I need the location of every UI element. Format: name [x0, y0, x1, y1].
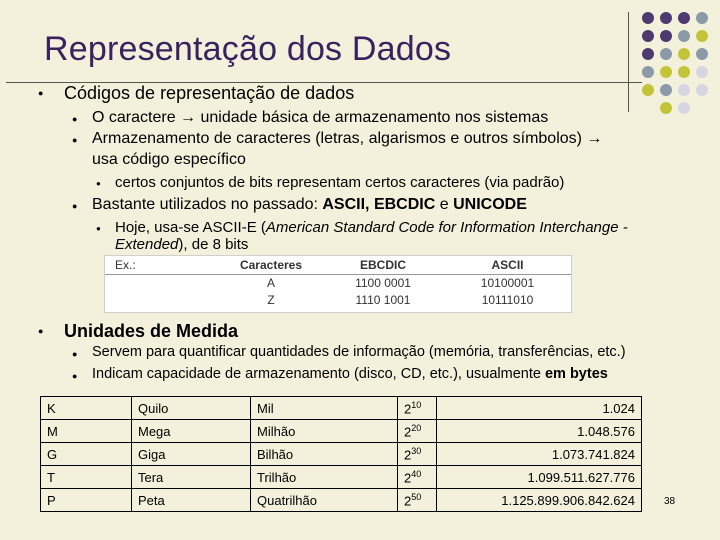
slide-title: Representação dos Dados	[44, 30, 452, 68]
unit-word: Milhão	[251, 420, 398, 443]
bullet-dot-icon: ●	[72, 201, 78, 211]
bit-sets-text: certos conjuntos de bits representam certos caracteres (via padrão)	[115, 174, 565, 191]
dot	[660, 66, 672, 78]
unit-prefix: Giga	[132, 443, 251, 466]
bullet-dot-icon: ●	[38, 326, 44, 336]
units-purpose-text: Servem para quantificar quantidades de informação (memória, transferências, etc.)	[92, 344, 626, 360]
table-row	[41, 466, 642, 489]
dot	[678, 30, 690, 42]
example-encoding-table	[104, 255, 572, 313]
example-header: EBCDIC	[322, 256, 444, 274]
dot	[660, 48, 672, 60]
table-row	[41, 397, 642, 420]
units-table	[40, 396, 642, 512]
today-suffix: ), de 8 bits	[178, 236, 249, 253]
dot	[660, 102, 672, 114]
dot	[696, 84, 708, 96]
char-storage-text-2: usa código específico	[92, 151, 246, 168]
table-row	[41, 489, 642, 512]
today-line-1	[115, 219, 628, 236]
example-label: Ex.:	[105, 256, 220, 274]
table-row	[41, 420, 642, 443]
unit-symbol: M	[41, 420, 132, 443]
dot	[696, 12, 708, 24]
dot	[678, 12, 690, 24]
dot	[642, 66, 654, 78]
unit-symbol: T	[41, 466, 132, 489]
units-capacity-bold: em bytes	[544, 366, 608, 382]
unit-power: $2^{40}$	[398, 466, 437, 489]
dot	[642, 48, 654, 60]
dot	[660, 12, 672, 24]
dot	[660, 84, 672, 96]
unit-word: Mil	[251, 397, 398, 420]
unit-value: 1.099.511.627.776	[437, 466, 642, 489]
example-cell: Z	[267, 292, 275, 307]
unit-value: 1.073.741.824	[437, 443, 642, 466]
dot	[696, 48, 708, 60]
today-prefix: Hoje, usa-se ASCII-E (	[115, 219, 266, 236]
units-capacity-prefix: Indicam capacidade de armazenamento (disco, CD, etc.), usualmente	[92, 366, 545, 382]
today-italic-1: American Standard Code for Information Interchange -	[265, 219, 628, 236]
dot	[696, 30, 708, 42]
bullet-dot-icon: ●	[72, 135, 78, 145]
dot	[678, 48, 690, 60]
char-unit-text: O caractere → unidade básica de armazenamento nos sistemas	[92, 109, 549, 126]
units-heading: Unidades de Medida	[64, 321, 239, 341]
dot	[678, 66, 690, 78]
example-cell: 1100 0001	[355, 275, 411, 290]
char-storage-text-1: Armazenamento de caracteres (letras, algarismos e outros símbolos) →	[92, 130, 603, 147]
dot	[678, 102, 690, 114]
unit-power: $2^{20}$	[398, 420, 437, 443]
example-header: Caracteres	[220, 256, 322, 274]
dot	[696, 66, 708, 78]
dot	[642, 30, 654, 42]
dot	[678, 84, 690, 96]
past-codes: ASCII, EBCDIC	[322, 196, 436, 213]
unit-word: Bilhão	[251, 443, 398, 466]
example-cell: 10111010	[481, 292, 534, 307]
example-header: ASCII	[444, 256, 571, 274]
unit-value: 1.048.576	[437, 420, 642, 443]
today-italic-2: Extended	[115, 236, 179, 253]
unit-symbol: K	[41, 397, 132, 420]
bullet-dot-icon: ●	[72, 371, 78, 381]
dot	[660, 30, 672, 42]
unit-prefix: Peta	[132, 489, 251, 512]
title-vertical-rule	[628, 12, 629, 112]
unit-power: $2^{10}$	[398, 397, 437, 420]
unit-symbol: G	[41, 443, 132, 466]
unit-prefix: Quilo	[132, 397, 251, 420]
unit-word: Quatrilhão	[251, 489, 398, 512]
past-unicode: UNICODE	[453, 196, 527, 213]
bullet-dot-icon: ●	[38, 88, 44, 98]
bullet-dot-icon: ●	[72, 114, 78, 124]
unit-prefix: Mega	[132, 420, 251, 443]
example-cell: 1110 1001	[355, 292, 411, 307]
past-prefix: Bastante utilizados no passado:	[92, 196, 323, 213]
unit-prefix: Tera	[132, 466, 251, 489]
bullet-dot-icon: ●	[96, 224, 101, 233]
dot	[642, 84, 654, 96]
unit-word: Trilhão	[251, 466, 398, 489]
unit-power: $2^{30}$	[398, 443, 437, 466]
example-cell: A	[266, 275, 275, 290]
bullet-dot-icon: ●	[72, 349, 78, 359]
unit-value: 1.024	[437, 397, 642, 420]
example-cell: 10100001	[480, 275, 535, 290]
units-capacity-line	[92, 366, 608, 382]
bullet-dot-icon: ●	[96, 179, 101, 188]
codes-heading: Códigos de representação de dados	[64, 83, 355, 103]
unit-value: 1.125.899.906.842.624	[437, 489, 642, 512]
table-row	[41, 443, 642, 466]
today-line-2	[115, 236, 248, 253]
unit-power: $2^{50}$	[398, 489, 437, 512]
dot	[642, 12, 654, 24]
page-number: 38	[664, 496, 676, 507]
past-and: e	[435, 196, 454, 213]
unit-symbol: P	[41, 489, 132, 512]
past-codes-line	[92, 196, 527, 214]
